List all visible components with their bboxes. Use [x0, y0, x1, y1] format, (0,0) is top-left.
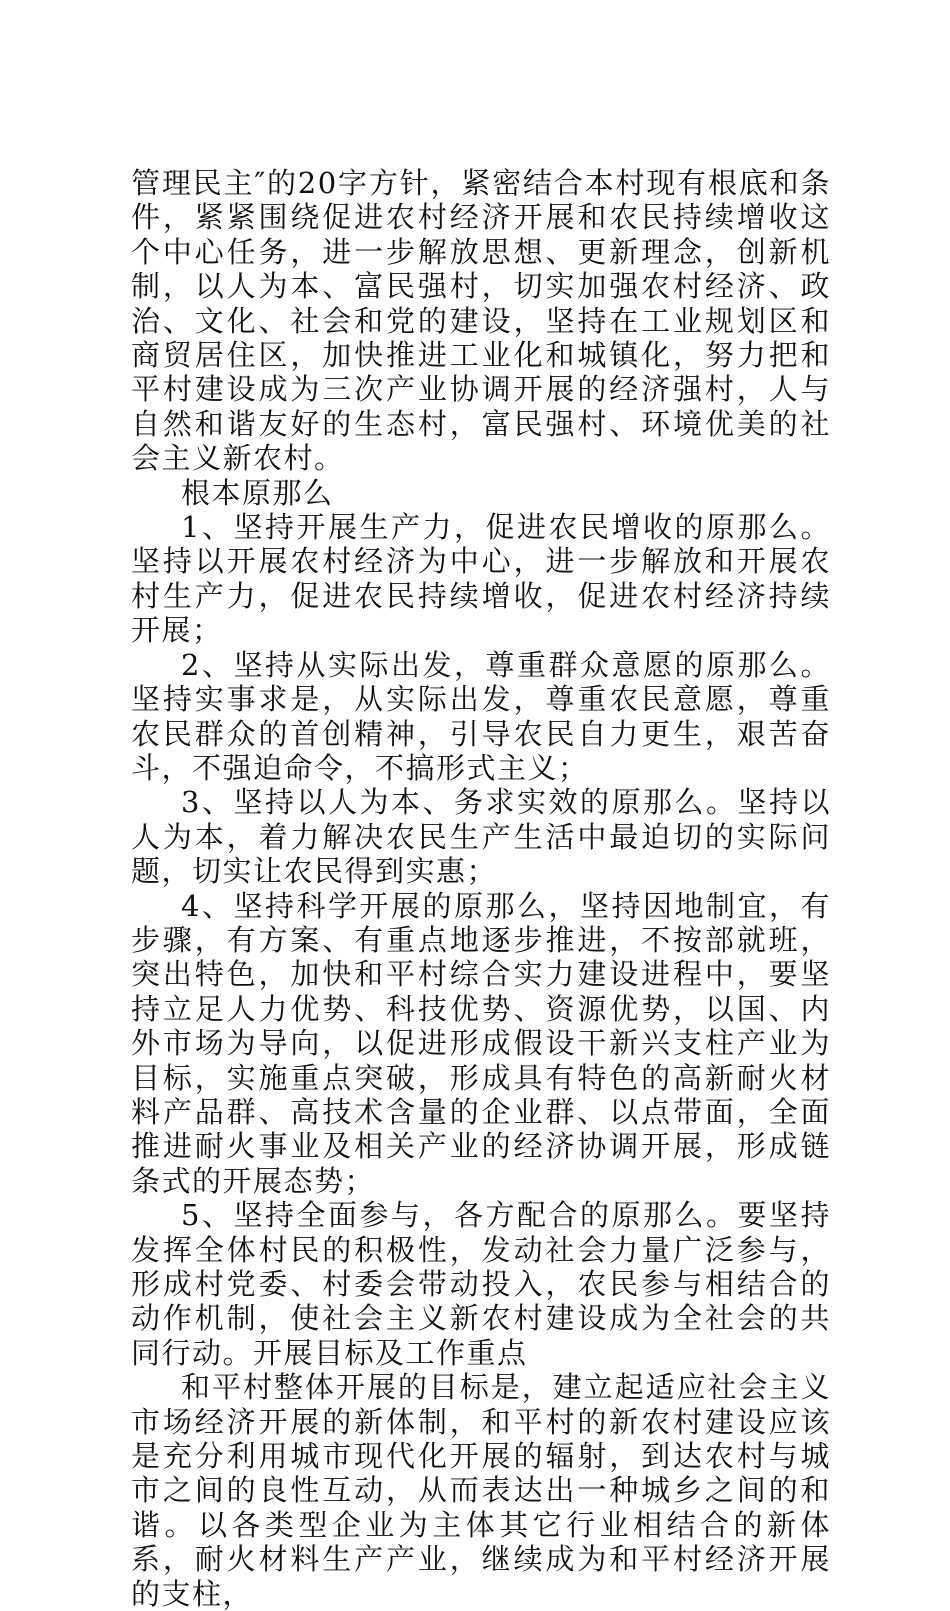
paragraph-guiding-ideology: 管理民主″的20字方针，紧密结合本村现有根底和条件，紧紧围绕促进农村经济开展和农民持续增收这个中心任务，进一步解放思想、更新理念，创新机制，以人为本、富民强村，切实加强农村经济、政治、文化、社会和党的建设，坚持在工业规划区和商贸居住区，加快推进工业化和城镇化，努力把和平村建设成为三次产业协调开展的经济强村，人与自然和谐友好的生态村，富民强村、环境优美的社会主义新农村。 [131, 166, 831, 476]
document-body [131, 166, 831, 1611]
principle-4: 4、坚持科学开展的原那么，坚持因地制宜，有步骤，有方案、有重点地逐步推进，不按部就班，突出特色，加快和平村综合实力建设进程中，要坚持立足人力优势、科技优势、资源优势，以国、内外市场为导向，以促进形成假设干新兴支柱产业为目标，实施重点突破，形成具有特色的高新耐火材料产品群、高技术含量的企业群、以点带面，全面推进耐火事业及相关产业的经济协调开展，形成链条式的开展态势； [131, 888, 831, 1198]
principle-2: 2、坚持从实际出发，尊重群众意愿的原那么。坚持实事求是，从实际出发，尊重农民意愿，尊重农民群众的首创精神，引导农民自力更生，艰苦奋斗，不强迫命令，不搞形式主义； [131, 647, 831, 785]
heading-basic-principles: 根本原那么 [181, 475, 334, 510]
principle-3: 3、坚持以人为本、务求实效的原那么。坚持以人为本，着力解决农民生产生活中最迫切的实际问题，切实让农民得到实惠； [131, 785, 831, 889]
principle-1: 1、坚持开展生产力，促进农民增收的原那么。坚持以开展农村经济为中心，进一步解放和开展农村生产力，促进农民持续增收，促进农村经济持续开展； [131, 510, 831, 648]
principle-5: 5、坚持全面参与，各方配合的原那么。要坚持发挥全体村民的积极性，发动社会力量广泛参与，形成村党委、村委会带动投入，农民参与相结合的动作机制，使社会主义新农村建设成为全社会的共同行动。开展目标及工作重点 [131, 1198, 831, 1370]
paragraph-development-goal: 和平村整体开展的目标是，建立起适应社会主义市场经济开展的新体制，和平村的新农村建设应该是充分利用城市现代化开展的辐射，到达农村与城市之间的良性互动，从而表达出一种城乡之间的和谐。以各类型企业为主体其它行业相结合的新体系，耐火材料生产产业，继续成为和平村经济开展的支柱， [131, 1370, 831, 1611]
